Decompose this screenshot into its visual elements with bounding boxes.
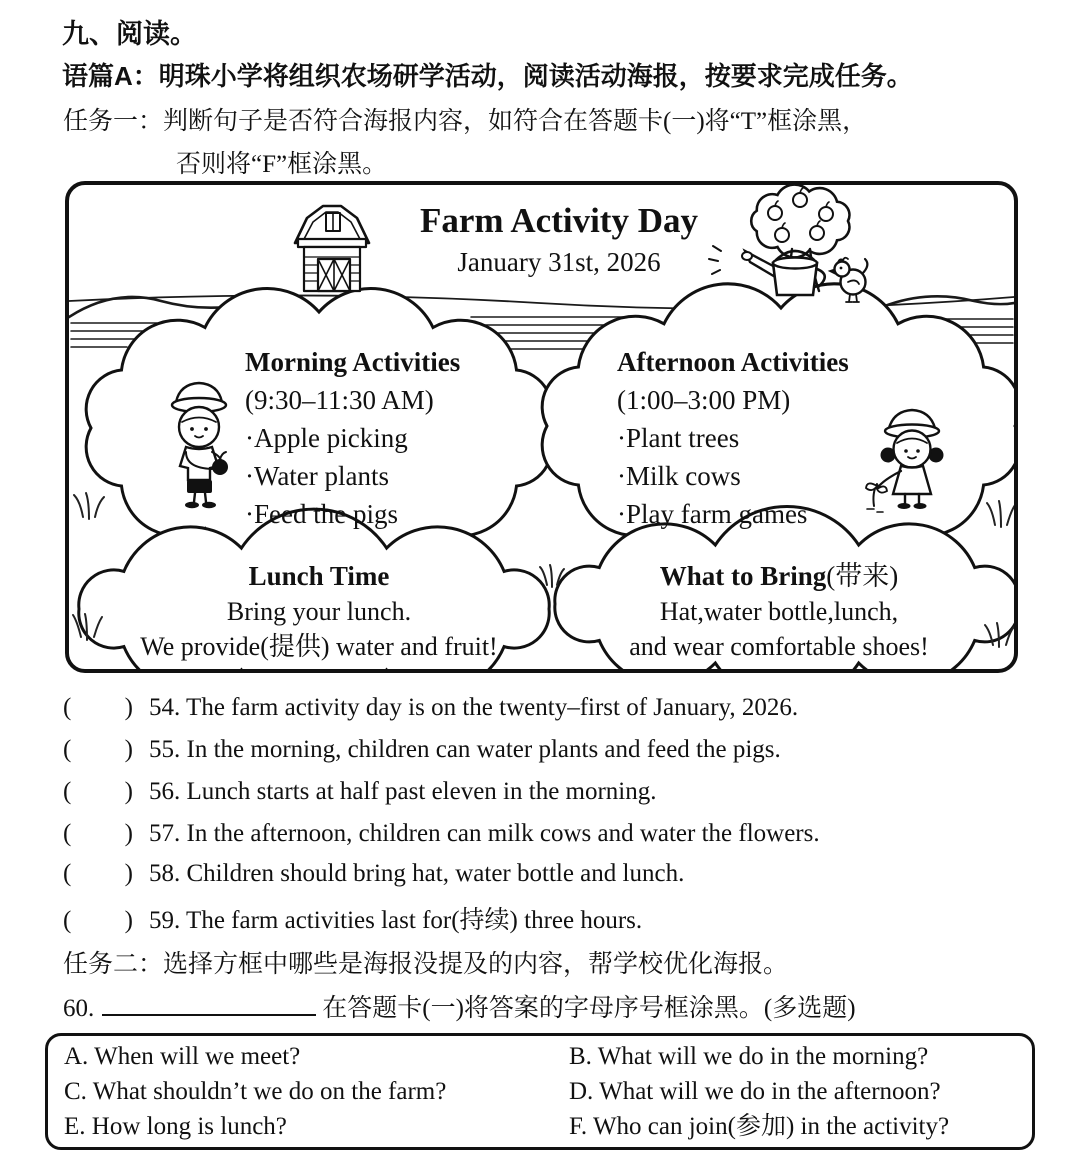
task1-line1: 任务一：判断句子是否符合海报内容，如符合在答题卡(一)将“T”框涂黑，: [63, 108, 868, 135]
question-60: [63, 988, 856, 1024]
option-c: C. What shouldn’t we do on the farm?: [64, 1078, 447, 1105]
question-row: [63, 694, 1063, 722]
option-e: E. How long is lunch?: [64, 1113, 287, 1140]
what-to-bring: [557, 559, 1001, 664]
question-row: [63, 900, 1063, 936]
farm-poster: [65, 181, 1018, 673]
passage-label: 语篇A：: [62, 61, 159, 91]
question-text: 59. The farm activities last for(持续) three hours.: [149, 907, 643, 934]
answer-bracket: ( ): [63, 778, 133, 805]
poster-title: Farm Activity Day: [420, 201, 698, 240]
bring-title: What to Bring(带来): [659, 561, 899, 591]
morning-title: Morning Activities: [245, 347, 461, 377]
answer-bracket: ( ): [63, 736, 133, 763]
task2-line: [63, 944, 788, 980]
question-text: 54. The farm activity day is on the twenty–first of January, 2026.: [149, 694, 799, 721]
afternoon-item: ·Play farm games: [617, 499, 808, 529]
afternoon-item: ·Plant trees: [617, 423, 740, 453]
afternoon-item: ·Milk cows: [617, 461, 741, 491]
question-row: [63, 860, 1063, 888]
q60-suffix: 在答题卡(一)将答案的字母序号框涂黑。(多选题): [322, 995, 856, 1022]
bring-title-cn: (带来): [826, 561, 899, 591]
option-a: A. When will we meet?: [64, 1043, 301, 1070]
lunch-line: Bring your lunch.: [226, 597, 412, 626]
section-heading: 九、阅读。: [62, 19, 197, 49]
options-box: [45, 1033, 1035, 1150]
question-text: 57. In the afternoon, children can milk cows and water the flowers.: [149, 820, 820, 847]
option-d: D. What will we do in the afternoon?: [569, 1078, 941, 1105]
task2-text: 选择方框中哪些是海报没提及的内容，帮学校优化海报。: [163, 951, 789, 978]
morning-item: ·Water plants: [245, 461, 390, 491]
morning-activities: [245, 343, 460, 533]
option-f: F. Who can join(参加) in the activity?: [569, 1113, 950, 1140]
question-row: [63, 736, 1063, 764]
task1-line2: 否则将“F”框涂黑。: [176, 151, 388, 178]
option-b: B. What will we do in the morning?: [569, 1043, 929, 1070]
morning-item: ·Apple picking: [245, 423, 408, 453]
question-row: [63, 820, 1063, 848]
answer-bracket: ( ): [63, 820, 133, 847]
afternoon-time: (1:00–3:00 PM): [617, 385, 791, 415]
morning-item: ·Feed the pigs: [245, 499, 398, 529]
task2-label: 任务二：: [63, 951, 164, 978]
morning-time: (9:30–11:30 AM): [245, 385, 434, 415]
lunch-time: [97, 559, 541, 664]
passage-text: 明珠小学将组织农场研学活动，阅读活动海报，按要求完成任务。: [158, 61, 913, 91]
q60-number: 60.: [63, 995, 95, 1022]
afternoon-title: Afternoon Activities: [617, 347, 849, 377]
question-text: 55. In the morning, children can water plants and feed the pigs.: [149, 736, 781, 763]
question-row: [63, 778, 1063, 806]
question-text: 58. Children should bring hat, water bottle and lunch.: [149, 860, 685, 887]
question-text: 56. Lunch starts at half past eleven in the morning.: [149, 778, 657, 805]
bring-line: Hat,water bottle,lunch,: [659, 597, 899, 626]
lunch-title: Lunch Time: [248, 561, 390, 591]
answer-blank: [102, 990, 316, 1016]
answer-bracket: ( ): [63, 907, 133, 934]
poster-date: January 31st, 2026: [457, 247, 661, 277]
lunch-line: We provide(提供) water and fruit!: [140, 632, 498, 661]
bring-line: and wear comfortable shoes!: [629, 632, 929, 661]
afternoon-activities: [617, 343, 849, 533]
answer-bracket: ( ): [63, 694, 133, 721]
answer-bracket: ( ): [63, 860, 133, 887]
task1-label: 任务一：: [63, 108, 164, 135]
passage-intro: [62, 56, 913, 93]
